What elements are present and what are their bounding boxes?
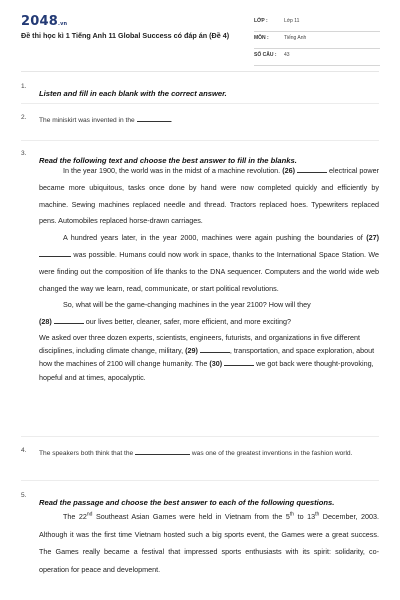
passage-text: was possible. Humans could now work in space, thanks to the International Space Station. We were finding out the composition of life thanks to the DNA sequencer. Computers and the world wide web changed the way we learn, read, communicate, or start political revolutions. <box>39 249 380 293</box>
question-number: 2. <box>21 114 27 121</box>
ordinal-suffix: th <box>289 511 295 518</box>
meta-table <box>254 15 380 66</box>
question-number: 3. <box>21 150 27 157</box>
passage-paragraph <box>39 163 379 230</box>
question-text-part: The speakers both think that the <box>39 450 134 457</box>
meta-value: Tiếng Anh <box>284 35 307 41</box>
meta-key: MÔN : <box>254 35 269 41</box>
page-header <box>0 0 400 64</box>
passage-text: Southeast Asian Games were held in Vietnam from the 5 <box>95 512 290 521</box>
question-text <box>39 114 379 126</box>
blank-number: (27) <box>366 233 379 243</box>
blank-number: (28) <box>39 317 52 327</box>
meta-key: SỐ CÂU : <box>254 52 277 58</box>
blank-number: (26) <box>282 166 295 175</box>
meta-row-count <box>254 49 380 66</box>
blank-number: (30) <box>209 359 223 369</box>
question-text-part: . <box>170 117 173 124</box>
passage-text: In the year 1900, the world was in the midst of a machine revolution. <box>63 166 281 175</box>
passage-text: The 22 <box>63 512 87 521</box>
passage-text: , transportation, and space exploration, about how the machines of 2100 will change humanity. The <box>39 346 375 369</box>
meta-row-subject <box>254 32 380 49</box>
passage-paragraph <box>39 314 379 331</box>
passage-paragraph <box>39 297 379 314</box>
meta-key: LỚP : <box>254 18 268 24</box>
passage-text: So, what will be the game-changing machines in the year 2100? How will they <box>63 300 311 310</box>
passage-text: December, 2003. Although it was the first time Vietnam hosted such a big sports event, the Games were a great success. The Games really became a festival that impressed sports enthusiasts with its spirit: solidarity, co-operation for peace and development. <box>39 512 379 574</box>
question-separator <box>21 140 379 141</box>
answer-blank-27[interactable] <box>39 249 71 257</box>
ordinal-suffix: nd <box>86 511 93 518</box>
question-number: 1. <box>21 83 27 90</box>
question-separator <box>21 480 379 481</box>
question-text-part: was one of the greatest inventions in the fashion world. <box>191 450 353 457</box>
question-instruction: Listen and fill in each blank with the correct answer. <box>39 89 227 98</box>
answer-blank[interactable] <box>137 114 171 122</box>
passage-paragraph <box>39 508 379 578</box>
header-divider <box>21 71 379 72</box>
answer-blank-29[interactable] <box>200 345 230 353</box>
answer-blank-28[interactable] <box>54 316 84 324</box>
ordinal-suffix: th <box>315 511 320 518</box>
passage-paragraph <box>39 230 379 297</box>
question-instruction: Read the following text and choose the best answer to fill in the blanks. <box>39 156 297 165</box>
question-separator <box>21 103 379 104</box>
passage-text: electrical power became more ubiquitous, tasks once done by hand were now completed quickly and efficiently by machine. Sewing machines replaced needle and thread. Tractors replaced hoes. Typewriters replaced pens. Automobiles replaced horse-drawn carriages. <box>39 166 379 226</box>
meta-value: 43 <box>284 52 290 58</box>
meta-value: Lớp 11 <box>284 18 300 24</box>
logo-suffix: .vn <box>57 21 68 27</box>
document-title: Đề thi học kì 1 Tiếng Anh 11 Global Success có đáp án (Đề 4) <box>21 31 230 40</box>
passage-text: A hundred years later, in the year 2000, machines were again pushing the boundaries of <box>63 233 363 243</box>
reading-passage <box>39 163 379 384</box>
passage-text: We asked over three dozen experts, scientists, engineers, futurists, and organizations in five different disciplines, including climate change, military, <box>39 332 360 356</box>
passage-text: our lives better, cleaner, safer, more efficient, and more exciting? <box>85 317 292 327</box>
question-separator <box>21 436 379 437</box>
blank-number: (29) <box>185 346 198 356</box>
question-instruction: Read the passage and choose the best answer to each of the following questions. <box>39 498 335 507</box>
question-text <box>39 447 369 459</box>
passage-paragraph <box>39 331 379 384</box>
answer-blank-26[interactable] <box>297 165 327 173</box>
site-logo[interactable] <box>21 14 67 29</box>
passage-text: we got back were thought-provoking, hopeful and at times, apocalyptic. <box>39 359 374 382</box>
logo-text: 2048 <box>21 14 58 29</box>
answer-blank-30[interactable] <box>224 358 254 366</box>
meta-row-class <box>254 15 380 32</box>
question-number: 5. <box>21 492 27 499</box>
answer-blank[interactable] <box>135 447 190 455</box>
question-number: 4. <box>21 447 27 454</box>
question-text-part: The miniskirt was invented in the <box>39 117 135 124</box>
passage-text: to 13 <box>297 512 316 521</box>
reading-passage <box>39 508 379 578</box>
